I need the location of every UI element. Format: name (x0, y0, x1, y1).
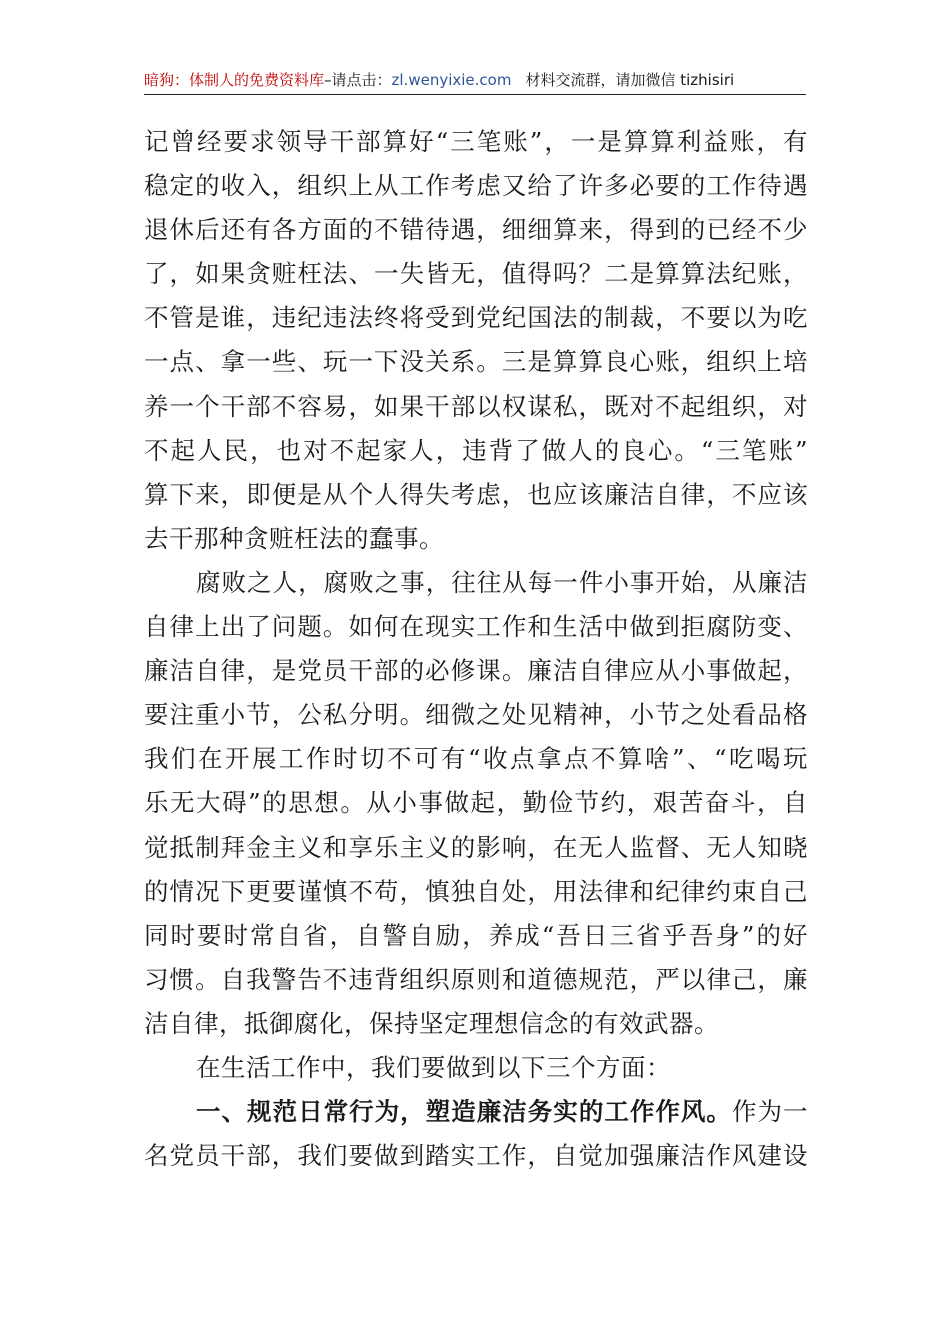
text-line: 名党员干部，我们要做到踏实工作，自觉加强廉洁作风建设 (144, 1141, 808, 1171)
text-line: 一点、拿一些、玩一下没关系。三是算算良心账，组织上培 (144, 347, 808, 377)
text-line: 记曾经要求领导干部算好“三笔账”，一是算算利益账，有 (144, 127, 808, 156)
text-line: 洁自律，抵御腐化，保持坚定理想信念的有效武器。 (144, 1008, 719, 1038)
header-wechat-note: 材料交流群，请加微信 tizhisiri (525, 71, 735, 89)
text-line: 的情况下更要谨慎不苟，慎独自处，用法律和纪律约束自己 (144, 876, 808, 906)
text-line: 觉抵制拜金主义和享乐主义的影响，在无人监督、无人知晓 (144, 832, 808, 862)
paragraph-corruption-starts-small (144, 561, 808, 1046)
text-line: 廉洁自律，是党员干部的必修课。廉洁自律应从小事做起， (144, 656, 808, 686)
text-line: 去干那种贪赃枉法的蠢事。 (144, 523, 444, 553)
paragraph-section-one (144, 1090, 808, 1178)
text-line: 算下来，即便是从个人得失考虑，也应该廉洁自律，不应该 (144, 479, 808, 509)
header-divider (144, 94, 806, 95)
paragraph-three-accounts (144, 120, 808, 561)
document-body (144, 120, 808, 1178)
text-line: 乐无大碍”的思想。从小事做起，勤俭节约，艰苦奋斗，自 (144, 788, 808, 818)
text-line: 养一个干部不容易，如果干部以权谋私，既对不起组织，对 (144, 391, 808, 421)
text-line: 稳定的收入，组织上从工作考虑又给了许多必要的工作待遇 (144, 171, 808, 201)
section-heading-line (144, 1090, 808, 1134)
text-line: 了，如果贪赃枉法、一失皆无，值得吗？二是算算法纪账， (144, 259, 808, 289)
header-prompt: –请点击： (324, 71, 392, 89)
paragraph-three-aspects-intro (144, 1046, 808, 1090)
header-brand: 暗狗：体制人的免费资料库 (144, 71, 325, 89)
text-line: 同时要时常自省，自警自励，养成“吾日三省乎吾身”的好 (144, 920, 808, 950)
page-header (144, 68, 806, 92)
text-line: 在生活工作中，我们要做到以下三个方面： (196, 1052, 671, 1082)
header-link[interactable]: zl.wenyixie.com (391, 71, 512, 89)
text-line: 退休后还有各方面的不错待遇，细细算来，得到的已经不少 (144, 215, 808, 245)
text-line: 习惯。自我警告不违背组织原则和道德规范，严以律己，廉 (144, 964, 808, 994)
text-line: 自律上出了问题。如何在现实工作和生活中做到拒腐防变、 (144, 612, 808, 642)
text-line: 不管是谁，违纪违法终将受到党纪国法的制裁，不要以为吃 (144, 303, 808, 333)
section-heading-continuation: 作为一 (731, 1097, 808, 1127)
section-heading: 一、规范日常行为，塑造廉洁务实的工作作风。 (196, 1097, 732, 1127)
text-line: 我们在开展工作时切不可有“收点拿点不算啥”、“吃喝玩 (144, 744, 808, 774)
text-line: 不起人民，也对不起家人，违背了做人的良心。“三笔账” (144, 435, 808, 465)
text-line: 要注重小节，公私分明。细微之处见精神，小节之处看品格 (144, 700, 808, 730)
text-line: 腐败之人，腐败之事，往往从每一件小事开始，从廉洁 (196, 567, 808, 597)
